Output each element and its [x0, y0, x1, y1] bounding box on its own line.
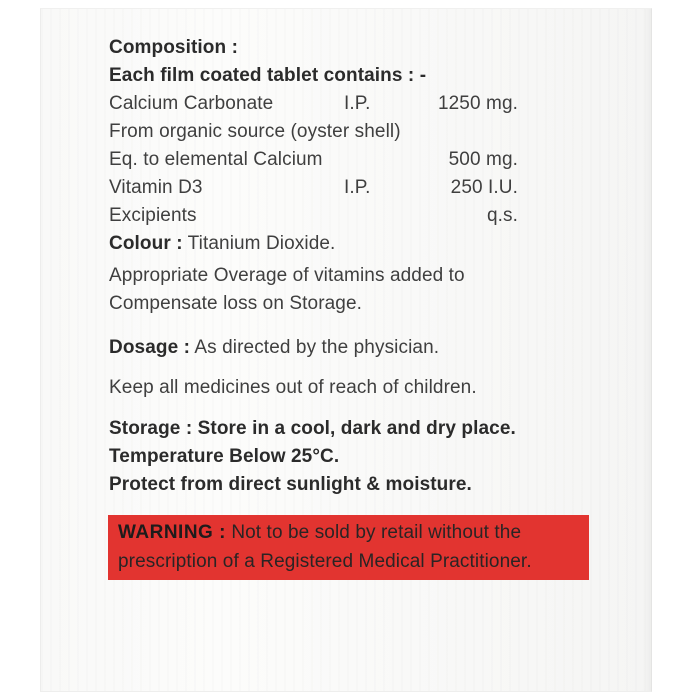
overage-note-line1: Appropriate Overage of vitamins added to [109, 265, 465, 286]
storage-section [109, 415, 593, 499]
ingredient-row [109, 90, 518, 118]
label-content [109, 34, 593, 580]
ingredient-amount [431, 118, 518, 146]
ingredient-name: From organic source (oyster shell) [109, 121, 401, 142]
overage-note-line2: Compensate loss on Storage. [109, 293, 363, 314]
warning-box [108, 515, 589, 580]
ingredient-row [109, 118, 518, 146]
dosage-value: As directed by the physician. [190, 337, 440, 358]
storage-line1: Storage : Store in a cool, dark and dry place. [109, 418, 516, 439]
dosage-label: Dosage : [109, 337, 191, 358]
ingredient-amount: q.s. [486, 205, 518, 226]
keep-out-of-reach-note: Keep all medicines out of reach of children. [109, 377, 477, 398]
warning-text: Not to be sold by retail without the prescription of a Registered Medical Practitioner. [118, 522, 532, 572]
ingredient-amount: 500 mg. [448, 149, 518, 170]
ingredient-name: Excipients [109, 205, 197, 226]
ingredient-pharmacopeia: I.P. [344, 177, 371, 198]
colour-line [109, 230, 593, 258]
colour-label: Colour : [109, 233, 183, 254]
ingredient-pharmacopeia [344, 118, 431, 146]
storage-line2: Temperature Below 25°C. [109, 446, 340, 467]
ingredient-amount: 1250 mg. [437, 93, 518, 114]
ingredient-row [109, 146, 518, 174]
ingredient-pharmacopeia: I.P. [344, 93, 371, 114]
ingredient-pharmacopeia [344, 202, 431, 230]
overage-note [109, 262, 593, 318]
ingredient-name: Vitamin D3 [109, 177, 203, 198]
carton-label-panel [40, 8, 652, 692]
colour-value: Titanium Dioxide. [182, 233, 336, 254]
warning-label: WARNING : [118, 522, 226, 543]
contains-heading: Each film coated tablet contains : - [109, 65, 427, 86]
ingredient-name: Calcium Carbonate [109, 93, 274, 114]
dosage-line [109, 334, 593, 362]
ingredient-name: Eq. to elemental Calcium [109, 149, 323, 170]
ingredient-row [109, 202, 518, 230]
ingredient-pharmacopeia [344, 146, 431, 174]
storage-line3: Protect from direct sunlight & moisture. [109, 474, 472, 495]
ingredient-row [109, 174, 518, 202]
ingredient-amount: 250 I.U. [450, 177, 518, 198]
composition-heading: Composition : [109, 37, 239, 58]
